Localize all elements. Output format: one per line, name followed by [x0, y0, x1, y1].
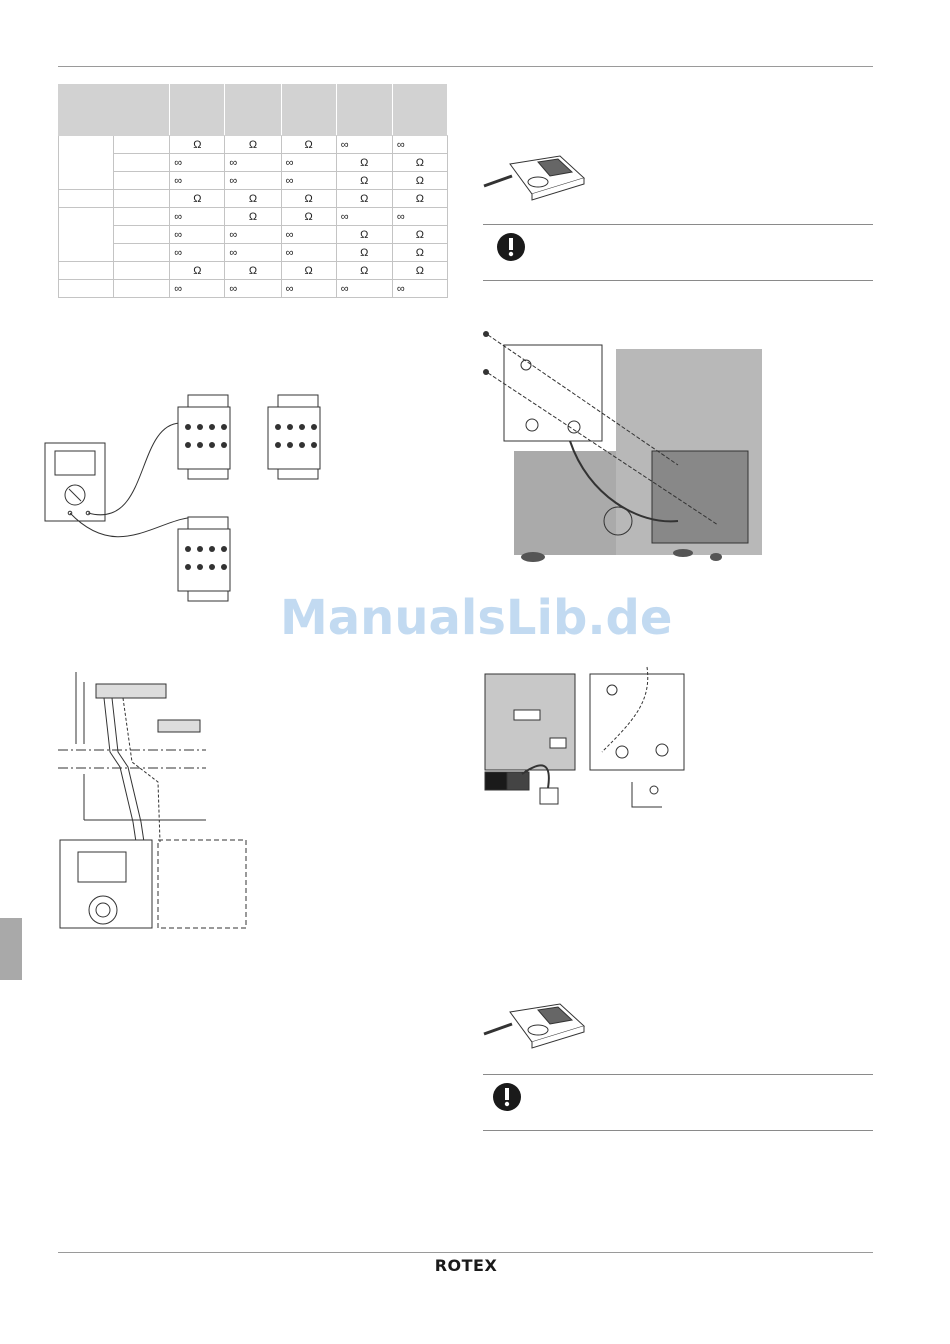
- table-header-cell: [225, 85, 281, 136]
- table-row: [59, 244, 448, 262]
- multimeter-terminal-figure: [40, 385, 250, 605]
- table-cell: [114, 172, 170, 190]
- table-cell: Ω: [170, 190, 225, 208]
- notice-rule-bottom: [483, 280, 873, 281]
- brand-logo: ROTEX: [434, 1256, 498, 1275]
- table-header-row: [59, 85, 448, 136]
- notice-rule-top: [483, 1074, 873, 1075]
- table-cell: ∞: [281, 172, 336, 190]
- table-row: [59, 136, 448, 154]
- table-cell: ∞: [281, 244, 336, 262]
- warning-exclamation-icon: [496, 232, 526, 262]
- table-header-cell: [281, 85, 336, 136]
- table-cell: [114, 136, 170, 154]
- table-cell: Ω: [336, 172, 392, 190]
- table-cell: [114, 154, 170, 172]
- table-header-cell: [336, 85, 392, 136]
- table-cell: ∞: [392, 280, 447, 298]
- table-row: [59, 154, 448, 172]
- table-cell: Ω: [225, 262, 281, 280]
- table-cell: ∞: [281, 280, 336, 298]
- table-cell: ∞: [170, 154, 225, 172]
- table-cell: ∞: [336, 136, 392, 154]
- table-row: [59, 208, 448, 226]
- table-cell: [59, 280, 114, 298]
- table-cell: Ω: [281, 262, 336, 280]
- controller-front-board: [485, 674, 575, 770]
- wall-mount-figure: [478, 325, 763, 570]
- table-cell: Ω: [392, 226, 447, 244]
- screwdriver-icon: [507, 772, 529, 790]
- multimeter-body: [45, 443, 105, 521]
- table-row: [59, 190, 448, 208]
- terminal-block-2: [260, 385, 330, 485]
- table-cell: [114, 262, 170, 280]
- table-cell: Ω: [336, 262, 392, 280]
- notice-rule-bottom: [483, 1130, 873, 1131]
- table-cell: [59, 136, 114, 190]
- terminal-block-1: [178, 395, 230, 479]
- remote-controller-icon: [480, 150, 590, 210]
- table-cell: ∞: [225, 154, 281, 172]
- screw-icon: [483, 331, 489, 375]
- resistance-table: [58, 84, 448, 298]
- table-header-cell: [59, 85, 170, 136]
- table-row: [59, 262, 448, 280]
- table-cell: ∞: [170, 172, 225, 190]
- table-row: [59, 226, 448, 244]
- table-cell: [59, 190, 114, 208]
- table-row: [59, 280, 448, 298]
- footer-rule: [58, 1252, 873, 1253]
- table-cell: ∞: [225, 244, 281, 262]
- table-cell: ∞: [336, 280, 392, 298]
- table-cell: ∞: [170, 226, 225, 244]
- table-cell: Ω: [392, 262, 447, 280]
- notice-rule-top: [483, 224, 873, 225]
- table-cell: Ω: [336, 244, 392, 262]
- table-cell: Ω: [170, 262, 225, 280]
- table-cell: Ω: [336, 190, 392, 208]
- chapter-side-tab: [0, 918, 22, 980]
- table-cell: Ω: [281, 190, 336, 208]
- table-cell: ∞: [170, 280, 225, 298]
- table-cell: Ω: [225, 190, 281, 208]
- table-cell: Ω: [392, 154, 447, 172]
- table-cell: ∞: [336, 208, 392, 226]
- table-cell: Ω: [225, 208, 281, 226]
- table-header-cell: [170, 85, 225, 136]
- table-cell: Ω: [336, 154, 392, 172]
- table-cell: Ω: [392, 172, 447, 190]
- optional-controller-icon: [158, 840, 246, 928]
- table-cell: [59, 208, 114, 262]
- warning-exclamation-icon: [492, 1082, 522, 1112]
- table-cell: [114, 190, 170, 208]
- table-cell: [114, 208, 170, 226]
- table-cell: ∞: [392, 136, 447, 154]
- table-cell: ∞: [392, 208, 447, 226]
- table-cell: Ω: [281, 208, 336, 226]
- terminal-strip-2: [158, 720, 200, 732]
- table-cell: ∞: [281, 154, 336, 172]
- table-cell: ∞: [170, 244, 225, 262]
- header-rule: [58, 66, 873, 67]
- table-cell: [59, 262, 114, 280]
- terminal-block-3: [178, 517, 230, 601]
- table-cell: Ω: [170, 136, 225, 154]
- table-cell: Ω: [392, 244, 447, 262]
- table-cell: [114, 280, 170, 298]
- table-cell: Ω: [225, 136, 281, 154]
- table-row: [59, 172, 448, 190]
- table-cell: Ω: [281, 136, 336, 154]
- remote-controller-icon: [480, 998, 590, 1058]
- table-cell: ∞: [225, 280, 281, 298]
- watermark: ManualsLib.de: [280, 590, 673, 646]
- controller-wiring-figure: [58, 672, 258, 930]
- table-cell: [114, 226, 170, 244]
- table-cell: ∞: [170, 208, 225, 226]
- controller-back-plate: [590, 674, 684, 770]
- table-header-cell: [392, 85, 447, 136]
- controller-assembly-figure: [482, 662, 692, 812]
- terminal-strip-1: [96, 684, 166, 698]
- table-cell: [114, 244, 170, 262]
- table-cell: ∞: [225, 226, 281, 244]
- table-cell: Ω: [392, 190, 447, 208]
- table-cell: ∞: [225, 172, 281, 190]
- remote-controller-icon: [60, 840, 152, 928]
- table-cell: Ω: [336, 226, 392, 244]
- table-cell: ∞: [281, 226, 336, 244]
